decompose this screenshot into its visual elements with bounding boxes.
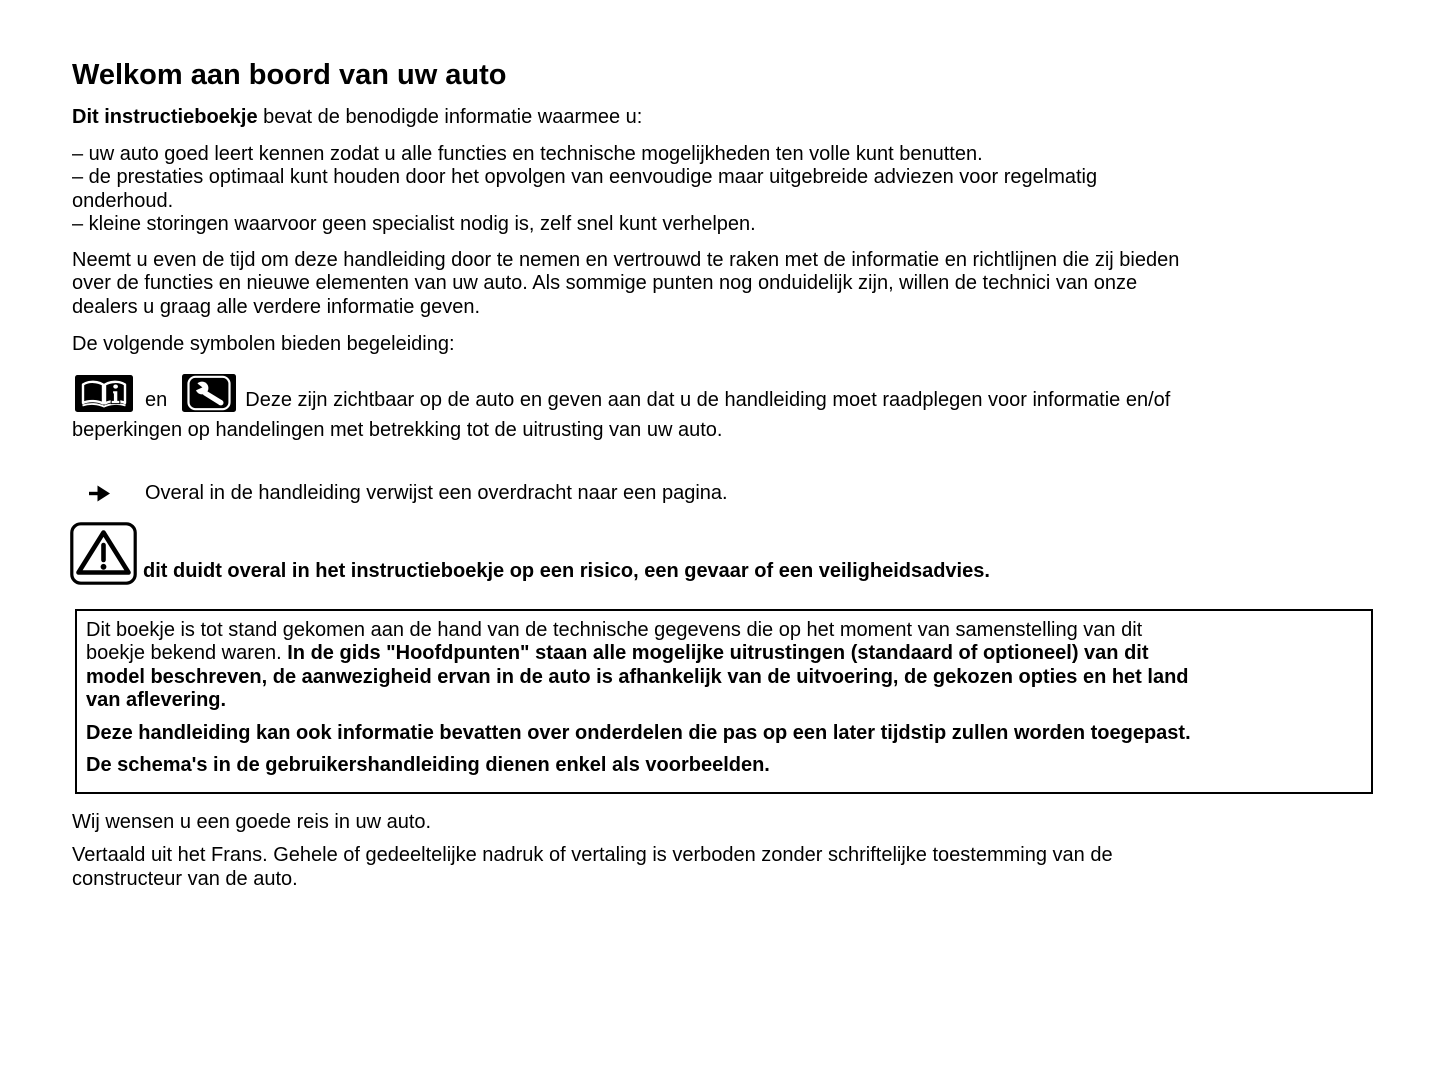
text-line: van aflevering. [86, 689, 227, 711]
text-line: – uw auto goed leert kennen zodat u alle functies en technische mogelijkheden ten volle kunt benutten. [72, 142, 983, 165]
symbols-description-line2: beperkingen op handelingen met betrekking tot de uitrusting van uw auto. [72, 418, 723, 441]
notice-paragraph-equipment [86, 619, 1363, 713]
text-line: constructeur van de auto. [72, 867, 298, 890]
page-reference-text: Overal in de handleiding verwijst een overdracht naar een pagina. [145, 482, 728, 504]
text-line: Dit boekje is tot stand gekomen aan de hand van de technische gegevens die op het moment van samenstelling van dit [86, 618, 1143, 641]
symbols-row [72, 374, 1405, 443]
text-line: De schema's in de gebruikershandleiding dienen enkel als voorbeelden. [86, 754, 770, 776]
edition-notice-box [75, 609, 1373, 794]
between-icons-label: en [145, 389, 168, 411]
copyright-paragraph [72, 844, 1405, 891]
text-line: Neemt u even de tijd om deze handleiding door te nemen en vertrouwd te raken met de informatie en richtlijnen die zij bieden [72, 248, 1180, 271]
symbols-description-line1: Deze zijn zichtbaar op de auto en geven aan dat u de handleiding moet raadplegen voor informatie en/of [245, 389, 1171, 411]
text-line: Vertaald uit het Frans. Gehele of gedeeltelijke nadruk of vertaling is verboden zonder schriftelijke toestemming van de [72, 844, 1113, 866]
intro-paragraph [72, 106, 1405, 130]
page-title: Welkom aan boord van uw auto [72, 59, 507, 91]
text-line: model beschreven, de aanwezigheid ervan in de auto is afhankelijk van de uitvoering, de gekozen opties en het land [86, 665, 1189, 688]
symbols-intro-paragraph: De volgende symbolen bieden begeleiding: [72, 333, 455, 355]
wrench-workshop-icon [182, 374, 236, 412]
notice-paragraph-schematics [86, 754, 1363, 778]
bullet-list [72, 143, 1405, 237]
open-book-manual-icon [75, 375, 133, 412]
page-reference-note [72, 482, 1405, 506]
text-line: – de prestaties optimaal kunt houden door het opvolgen van eenvoudige maar uitgebreide adviezen voor regelmatig [72, 166, 1098, 188]
text-line: Dit instructieboekje bevat de benodigde informatie waarmee u: [72, 106, 643, 128]
text-line: – kleine storingen waarvoor geen specialist nodig is, zelf snel kunt verhelpen. [72, 213, 756, 235]
closing-paragraph: Wij wensen u een goede reis in uw auto. [72, 810, 432, 833]
symbols-row-line1 [72, 374, 1405, 413]
read-guide-paragraph [72, 249, 1405, 320]
text-line: onderhoud. [72, 189, 174, 212]
safety-note-text: dit duidt overal in het instructieboekje op een risico, een gevaar of een veiligheidsadvies. [143, 560, 990, 582]
text-line: Deze handleiding kan ook informatie bevatten over onderdelen die pas op een later tijdstip zullen worden toegepast. [86, 721, 1191, 744]
text-line: over de functies en nieuwe elementen van uw auto. Als sommige punten nog onduidelijk zijn, willen de technici van onze [72, 272, 1138, 294]
text-line: boekje bekend waren. In de gids "Hoofdpunten" staan alle mogelijke uitrustingen (standaard of optioneel) van dit [86, 642, 1149, 664]
page-reference-arrow-icon [88, 482, 112, 505]
safety-note [72, 522, 1405, 585]
text-line: dealers u graag alle verdere informatie geven. [72, 295, 481, 318]
notice-paragraph-future-parts [86, 722, 1363, 746]
warning-triangle-icon [70, 522, 137, 585]
